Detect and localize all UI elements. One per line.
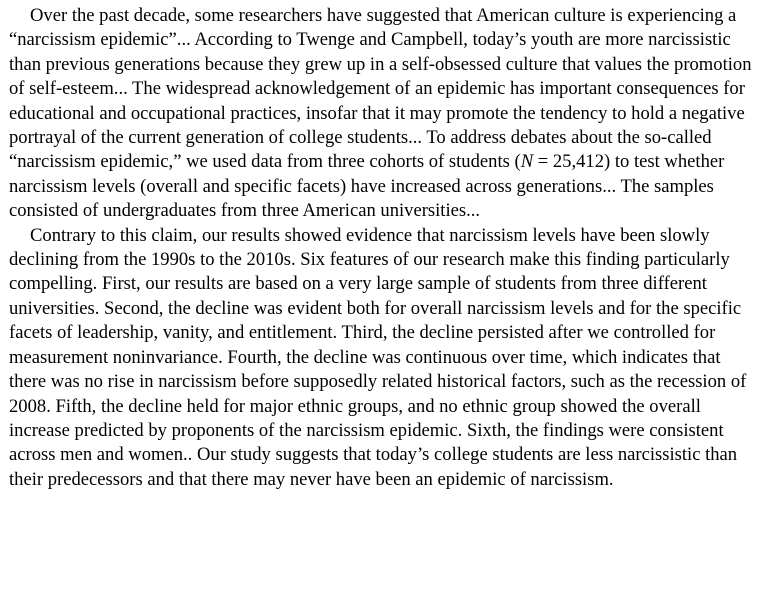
paragraph-2: Contrary to this claim, our results showed evidence that narcissism levels have been slowly declining from the 1990s to the 2010s. Six features of our research make this finding particularly compelling. First, our results are based on a very large sample of students from three different universities. Second, the decline was evident both for overall narcissism levels and for the specific facets of leadership, vanity, and entitlement. Third, the decline persisted after we controlled for measurement noninvariance. Fourth, the decline was continuous over time, which indicates that there was no rise in narcissism before supposedly related historical factors, such as the recession of 2008. Fifth, the decline held for major ethnic groups, and no ethnic group showed the overall increase predicted by proponents of the narcissism epidemic. Sixth, the findings were consistent across men and women.. Our study suggests that today’s college students are less narcissistic than their predecessors and that there may never have been an epidemic of narcissism. [9,224,747,490]
sample-size-variable: N [520,151,534,173]
paragraph-1-text-b: = 25,412) to test whether narcissism levels (overall and specific facets) have increased across generations... The samples consisted of undergraduates from three American universities... [9,151,725,222]
paragraph-1 [9,4,761,224]
paragraph-1-text-a: Over the past decade, some researchers have suggested that American culture is experiencing a “narcissism epidemic”... According to Twenge and Campbell, today’s youth are more narcissistic than previous generations because they grew up in a self-obsessed culture that values the promotion of self-esteem... The widespread acknowledgement of an epidemic has important consequences for educational and occupational practices, insofar that it may promote the tendency to hold a negative portrayal of the current generation of college students... To address debates about the so-called “narcissism epidemic,” we used data from three cohorts of students ( [9,5,752,173]
